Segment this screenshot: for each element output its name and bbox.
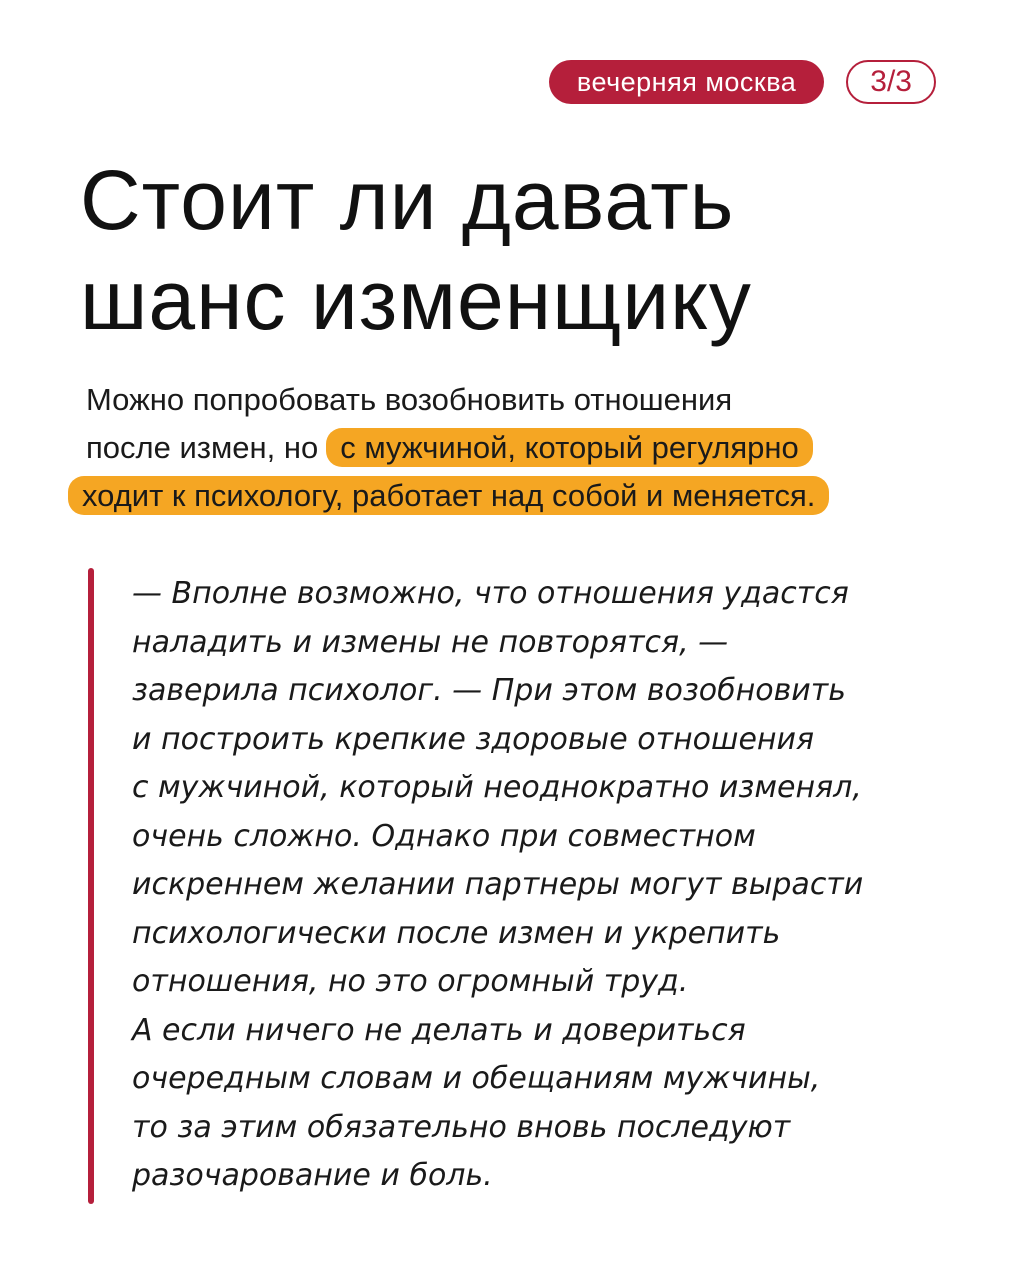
quote-line: разочарование и боль. xyxy=(132,1158,493,1193)
quote-line: А если ничего не делать и довериться xyxy=(132,1012,746,1048)
quote-line: очередным словам и обещаниям мужчины, xyxy=(132,1061,821,1096)
quote-line: то за этим обязательно вновь последуют xyxy=(132,1109,791,1145)
lead-line: Можно попробовать возобновить отношения xyxy=(86,382,733,417)
brand-badge: вечерняя москва xyxy=(549,60,824,104)
quote-line: с мужчиной, который неоднократно изменял, xyxy=(132,770,862,805)
page-indicator: 3/3 xyxy=(846,60,936,104)
quote-line: заверила психолог. — При этом возобновить xyxy=(132,673,846,708)
lead-highlight: с мужчиной, который регулярно xyxy=(326,428,812,467)
lead-highlight: ходит к психологу, работает над собой и меняется. xyxy=(68,476,829,515)
headline xyxy=(80,150,960,350)
quote-line: отношения, но это огромный труд. xyxy=(132,964,689,999)
quote-line: очень сложно. Однако при совместном xyxy=(132,818,756,854)
quote-line: психологически после измен и укрепить xyxy=(132,915,781,951)
quote-accent-bar xyxy=(88,568,94,1204)
headline-line: шанс изменщику xyxy=(80,253,752,347)
lead-line xyxy=(82,472,966,520)
quote-line: и построить крепкие здоровые отношения xyxy=(132,721,815,757)
lead-paragraph xyxy=(82,376,966,520)
top-bar xyxy=(549,60,936,104)
quote-block xyxy=(132,570,992,1201)
quote-line: — Вполне возможно, что отношения удастся xyxy=(132,576,849,611)
lead-text: после измен, но xyxy=(86,430,319,465)
headline-line: Стоит ли давать xyxy=(80,153,735,247)
lead-line xyxy=(86,424,966,472)
quote-line: наладить и измены не повторятся, — xyxy=(132,624,729,660)
quote-line: искреннем желании партнеры могут вырасти xyxy=(132,867,864,902)
